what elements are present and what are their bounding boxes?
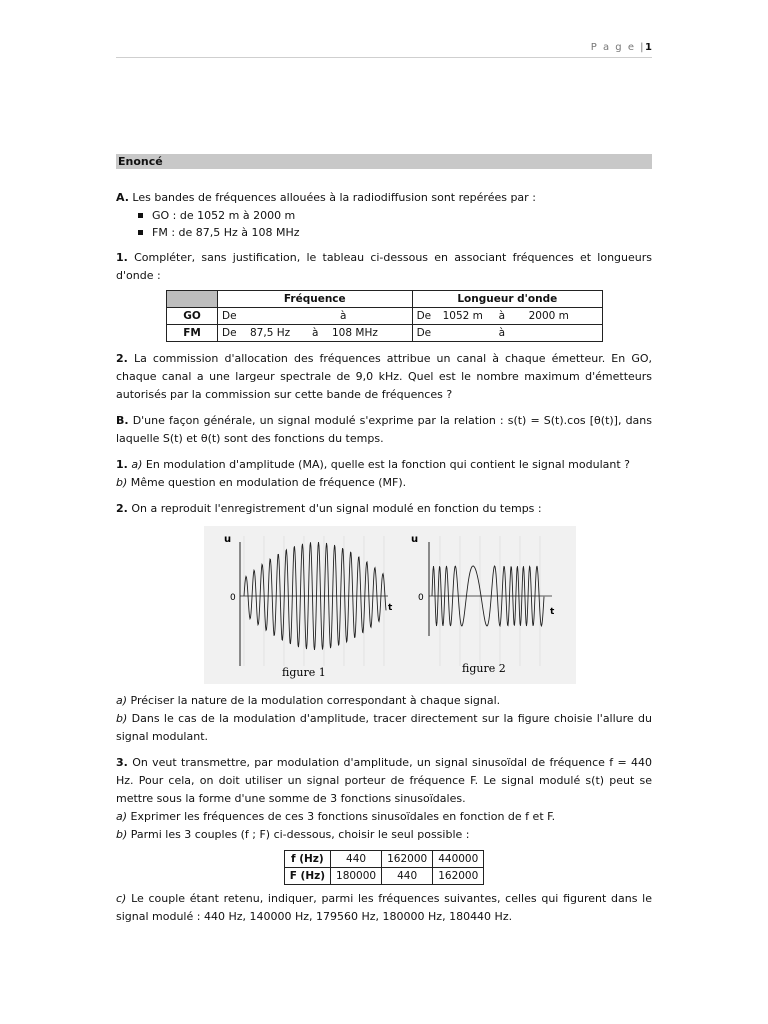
table-cell: 162000 [382, 851, 433, 868]
document-body [116, 154, 652, 926]
frequency-couples-table [284, 850, 485, 885]
table-row [284, 868, 484, 885]
question-a1-marker: 1. [116, 251, 128, 264]
signal-figures [204, 526, 576, 684]
question-b2a-text: Préciser la nature de la modulation correspondant à chaque signal. [130, 694, 501, 707]
band-list [116, 207, 652, 241]
cell-text: à [312, 327, 319, 339]
table-cell: 162000 [433, 868, 484, 885]
fig2-caption: figure 2 [462, 662, 506, 675]
question-b3a [116, 808, 652, 826]
table-cell: 440 [382, 868, 433, 885]
question-b3b [116, 826, 652, 844]
cell-text: à [498, 327, 506, 339]
page-number: 1 [645, 42, 652, 53]
cell-go-frequency[interactable] [218, 308, 413, 325]
cell-text: De [416, 327, 432, 339]
row-label-f: f (Hz) [284, 851, 330, 868]
band-item-fm: FM : de 87,5 Hz à 108 MHz [138, 224, 652, 241]
cell-text: 2000 m [528, 310, 569, 322]
row-label-fm: FM [167, 325, 218, 342]
sub-label: c) [116, 892, 127, 905]
cell-text: 87,5 Hz [250, 327, 291, 339]
cell-fm-wavelength[interactable] [412, 325, 602, 342]
table-header-row [167, 291, 603, 308]
fig1-caption: figure 1 [282, 666, 326, 679]
cell-fm-frequency[interactable] [218, 325, 413, 342]
part-a-intro [116, 189, 652, 207]
sub-label: a) [116, 694, 128, 707]
row-label-go: GO [167, 308, 218, 325]
question-a2-text: La commission d'allocation des fréquences attribue un canal à chaque émetteur. En GO, chaque canal a une largeur spectrale de 9,0 kHz. Quel est le nombre maximum d'émetteurs autorisés par la commission sur cette bande de fréquences ? [116, 352, 652, 401]
question-a2 [116, 350, 652, 404]
part-a-marker: A. [116, 191, 129, 204]
part-b-intro [116, 412, 652, 448]
question-b3-text: On veut transmettre, par modulation d'amplitude, un signal sinusoïdal de fréquence f = 440 Hz. Pour cela, on doit utiliser un signal porteur de fréquence F. Le signal modulé s(t) peut se mettre sous la forme d'une somme de 3 fonctions sinusoïdales. [116, 756, 652, 805]
question-b2b-text: Dans le cas de la modulation d'amplitude, tracer directement sur la figure choisie l'allure du signal modulant. [116, 712, 653, 743]
question-b3 [116, 754, 652, 808]
section-title: Enoncé [116, 154, 652, 169]
question-b3c-text: Le couple étant retenu, indiquer, parmi les fréquences suivantes, celles qui figurent dans le signal modulé : 440 Hz, 140000 Hz, 179560 Hz, 180000 Hz, 180440 Hz. [116, 892, 652, 923]
page-header [591, 42, 652, 53]
table-cell: 440 [331, 851, 382, 868]
sub-label: a) [116, 810, 128, 823]
sub-label: b) [116, 712, 128, 725]
fig1-zero-label: 0 [230, 593, 236, 603]
sub-label: b) [116, 828, 128, 841]
fig1-u-label: u [224, 534, 232, 545]
part-b-marker: B. [116, 414, 129, 427]
part-a-intro-text: Les bandes de fréquences allouées à la radiodiffusion sont repérées par : [132, 191, 536, 204]
table-row [167, 308, 603, 325]
sub-label: a) [131, 458, 143, 471]
question-a1-text: Compléter, sans justification, le tableau ci-dessous en associant fréquences et longueurs d'onde : [116, 251, 652, 282]
cell-text: De [416, 310, 432, 322]
question-b3a-text: Exprimer les fréquences de ces 3 fonctions sinusoïdales en fonction de f et F. [130, 810, 556, 823]
cell-text: De [222, 327, 237, 339]
cell-text: à [498, 310, 506, 322]
question-b3b-text: Parmi les 3 couples (f ; F) ci-dessous, choisir le seul possible : [130, 828, 470, 841]
question-b1b-text: Même question en modulation de fréquence (MF). [130, 476, 407, 489]
cell-text: De [222, 310, 237, 322]
header-divider [116, 57, 652, 58]
question-b1a [116, 456, 652, 474]
cell-text: 1052 m [442, 310, 483, 322]
part-b-text: D'une façon générale, un signal modulé s'exprime par la relation : s(t) = S(t).cos [θ(t)], dans laquelle S(t) et θ(t) sont des fonctions du temps. [116, 414, 652, 445]
fig2-u-label: u [411, 534, 419, 545]
question-b1b [116, 474, 652, 492]
table-corner-cell [167, 291, 218, 308]
fig1-t-label: t [388, 603, 393, 613]
row-label-F: F (Hz) [284, 868, 330, 885]
question-b3c [116, 890, 652, 926]
question-b2-text: On a reproduit l'enregistrement d'un signal modulé en fonction du temps : [131, 502, 542, 515]
question-b2a [116, 692, 652, 710]
fig2-t-label: t [550, 607, 555, 617]
table-row [284, 851, 484, 868]
question-b2 [116, 500, 652, 518]
frequency-wavelength-table [166, 290, 603, 342]
signal-figures-svg [204, 526, 576, 684]
band-item-go: GO : de 1052 m à 2000 m [138, 207, 652, 224]
question-a1 [116, 249, 652, 285]
cell-text: à [340, 310, 347, 322]
column-header-wavelength: Longueur d'onde [412, 291, 602, 308]
question-b2-marker: 2. [116, 502, 128, 515]
sub-label: b) [116, 476, 128, 489]
question-b1a-text: En modulation d'amplitude (MA), quelle est la fonction qui contient le signal modulant ? [145, 458, 630, 471]
page-label: P a g e | [590, 42, 646, 53]
column-header-frequency: Fréquence [218, 291, 413, 308]
question-b2b [116, 710, 652, 746]
table-row [167, 325, 603, 342]
cell-text: 108 MHz [332, 327, 378, 339]
question-a2-marker: 2. [116, 352, 128, 365]
question-b3-marker: 3. [116, 756, 128, 769]
table-cell: 440000 [433, 851, 484, 868]
cell-go-wavelength[interactable] [412, 308, 602, 325]
question-b1-marker: 1. [116, 458, 128, 471]
fig2-zero-label: 0 [418, 593, 424, 603]
table-cell: 180000 [331, 868, 382, 885]
